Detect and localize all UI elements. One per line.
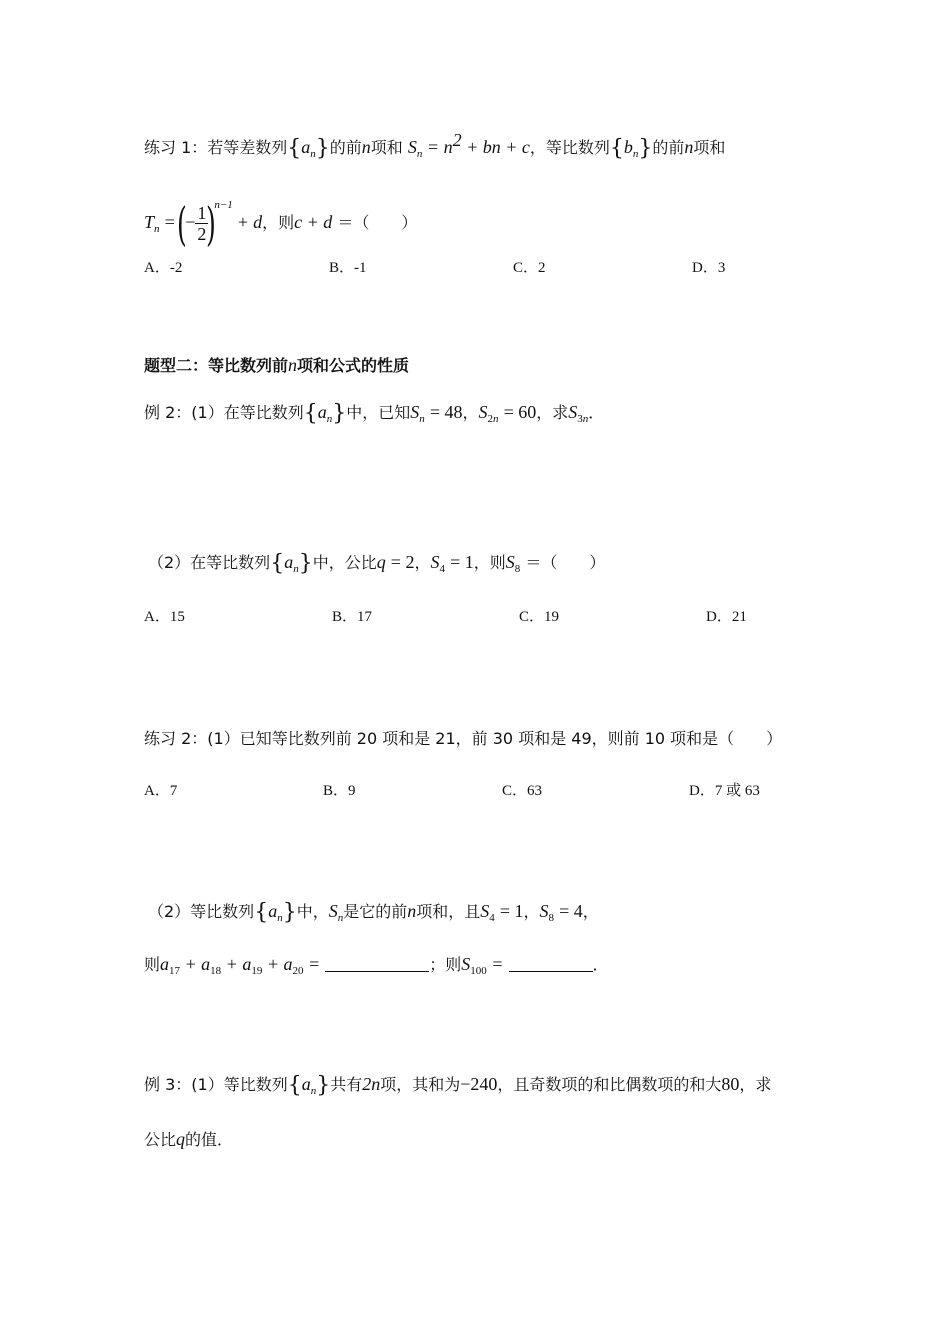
ex1-option-a: A．-2 bbox=[144, 260, 183, 276]
ex2b-option-b: B．17 bbox=[332, 609, 373, 625]
formula-sn: $S_n = n^2$ + bn + c bbox=[407, 130, 530, 160]
example3-line2: 公比q的值． bbox=[144, 1129, 234, 1149]
section-heading: 题型二：等比数列前n项和公式的性质 bbox=[144, 355, 410, 375]
exercise1-line1: 练习 1：若等差数列$\{a_n\}$的前n项和 $S_n = n^2$ + bn + c，等比数列$\{b_n\}$的前n项和 bbox=[144, 130, 726, 161]
answer-blank-1[interactable] bbox=[325, 955, 429, 972]
ex2b-option-d: D．21 bbox=[706, 609, 747, 625]
ex2-option-a: A．7 bbox=[144, 783, 178, 799]
ex2b-option-a: A．15 bbox=[144, 609, 185, 625]
ex2-option-d: D．7 或 63 bbox=[689, 783, 760, 799]
exercise2-part2-line2: 则$a_{17} + a_{18} + a_{19} + a_{20}$ = ；则$S_{100}$ = ． bbox=[144, 954, 609, 977]
ex1-option-d: D．3 bbox=[692, 260, 726, 276]
ex2b-option-c: C．19 bbox=[519, 609, 560, 625]
exercise2-part1: 练习 2：(1）已知等比数列前 20 项和是 21，前 30 项和是 49，则前 10 项和是（ ） bbox=[144, 729, 783, 748]
ex1-option-b: B．-1 bbox=[329, 260, 367, 276]
example2-part2: （2）在等比数列$\{a_n\}$中，公比q = 2，$S_4 = 1$，则$S_8$ ＝（ ） bbox=[148, 551, 606, 576]
exercise2-part2-line1: （2）等比数列$\{a_n\}$中，$S_n$是它的前n项和，且$S_4 = 1$，$S_8 = 4$， bbox=[148, 900, 599, 925]
formula-tn: $T_n$ bbox=[144, 212, 160, 235]
ex2-option-b: B．9 bbox=[323, 783, 356, 799]
ex1-option-c: C．2 bbox=[513, 260, 546, 276]
exercise1-line2: $T_n$ = (− $\frac{1}{2}$ )$^{n-1}$ + d，则c + d ＝（ ） bbox=[144, 196, 418, 251]
fraction-one-half: $\frac{1}{2}$ bbox=[197, 203, 207, 244]
example2-part1: 例 2：(1）在等比数列$\{a_n\}$中，已知$S_n = 48$，$S_{2n} = 60$，求$S_{3n}$． bbox=[144, 401, 605, 426]
ex2-option-c: C．63 bbox=[502, 783, 543, 799]
answer-blank-2[interactable] bbox=[509, 955, 593, 972]
example3-line1: 例 3：(1）等比数列$\{a_n\}$共有2n项，其和为−240，且奇数项的和比偶数项的和大80，求 bbox=[144, 1073, 772, 1098]
exercise1-label: 练习 1：若等差数列 bbox=[144, 138, 288, 157]
